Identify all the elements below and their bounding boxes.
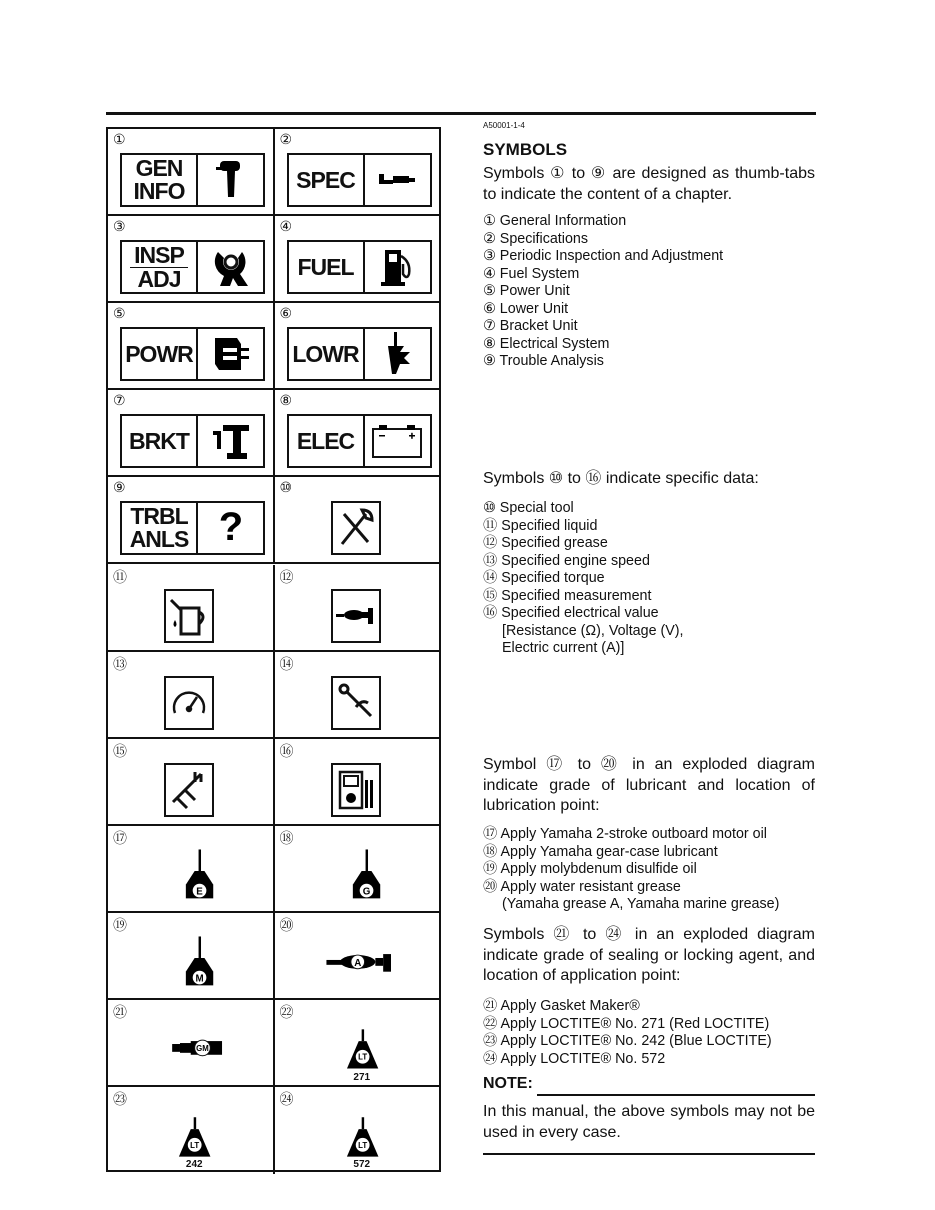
thumb-tab xyxy=(287,153,432,207)
tab-label-line: INFO xyxy=(133,178,185,204)
list-item: ① General Information xyxy=(483,213,627,229)
symbol-cell xyxy=(275,652,440,739)
svg-text:LT: LT xyxy=(357,1140,367,1150)
symbol-number: ⑥ xyxy=(279,305,293,322)
symbol-number: ㉒ xyxy=(279,1004,294,1020)
loctite-number: 242 xyxy=(185,1159,203,1171)
lube-symbol-list xyxy=(483,826,815,914)
symbol-number: ② xyxy=(279,131,293,147)
data-intro-paragraph: Symbols ⑩ to ⑯ indicate specific data: xyxy=(483,470,759,487)
symbol-cell xyxy=(275,129,440,216)
tab-label-line: SPEC xyxy=(296,166,355,193)
list-item: ㉒ Apply LOCTITE® No. 271 (Red LOCTITE) xyxy=(483,1015,770,1032)
svg-text:M: M xyxy=(195,973,204,985)
list-item: ⑮ Specified measurement xyxy=(483,587,652,604)
caliper-icon xyxy=(164,763,214,817)
symbol-number: ⑨ xyxy=(113,479,126,496)
list-item: Electric current (A)] xyxy=(502,640,625,656)
thumb-tab xyxy=(287,327,432,381)
tab-label-line: ADJ xyxy=(137,265,181,292)
chapter-symbol-list xyxy=(483,213,815,371)
oil-can-icon xyxy=(164,589,214,643)
list-item: ⑤ Power Unit xyxy=(483,283,570,299)
tab-label xyxy=(122,242,198,292)
note-label: NOTE: xyxy=(483,1075,533,1092)
tab-label-line: GEN xyxy=(135,155,183,181)
fuel-pump-icon xyxy=(365,242,430,292)
thumb-tab xyxy=(287,240,432,294)
symbol-cell xyxy=(275,216,440,303)
symbol-cell xyxy=(108,652,275,739)
tab-label-line: POWR xyxy=(125,340,193,367)
symbol-cell xyxy=(108,390,275,477)
symbol-number: ③ xyxy=(113,218,126,235)
list-item: ㉓ Apply LOCTITE® No. 242 (Blue LOCTITE) xyxy=(483,1033,772,1049)
symbol-cell xyxy=(275,826,440,913)
data-symbol-list xyxy=(483,500,815,658)
svg-text:LT: LT xyxy=(357,1052,367,1062)
symbol-cell xyxy=(275,739,440,826)
symbol-cell xyxy=(108,826,275,913)
list-item: ⑥ Lower Unit xyxy=(483,300,569,317)
svg-text:GM: GM xyxy=(196,1043,209,1053)
thumb-tab xyxy=(120,414,265,468)
svg-text:?: ? xyxy=(218,506,243,550)
thumb-tab xyxy=(120,240,265,294)
symbol-number: ⑱ xyxy=(279,829,294,846)
symbol-number: ⑯ xyxy=(279,742,294,759)
multimeter-icon xyxy=(331,763,381,817)
symbol-number: ⑲ xyxy=(113,916,127,933)
tab-label xyxy=(122,329,198,379)
list-item: ⑫ Specified grease xyxy=(483,535,608,551)
list-item: ⑭ Specified torque xyxy=(483,570,605,586)
symbol-cell xyxy=(275,1087,440,1174)
symbol-number: ⑦ xyxy=(113,392,126,409)
symbol-cell xyxy=(108,129,275,216)
list-item: ④ Fuel System xyxy=(483,265,580,282)
symbol-cell xyxy=(108,1087,275,1174)
symbol-cell xyxy=(108,216,275,303)
symbol-cell xyxy=(275,477,440,564)
symbol-cell xyxy=(108,565,275,652)
list-item: ⑰ Apply Yamaha 2-stroke outboard motor oil xyxy=(483,826,767,842)
thumb-tab xyxy=(120,327,265,381)
tab-label-line: ELEC xyxy=(296,427,355,454)
special-tool-icon xyxy=(331,501,381,555)
symbol-cell xyxy=(108,303,275,390)
tab-label xyxy=(289,242,365,292)
symbol-number: ㉑ xyxy=(113,1004,127,1020)
symbol-cell xyxy=(275,1000,440,1087)
symbol-cell xyxy=(275,303,440,390)
symbol-number: ⑬ xyxy=(113,655,127,672)
symbol-number: ⑧ xyxy=(279,392,293,409)
symbol-cell xyxy=(108,913,275,1000)
symbol-number: ⑩ xyxy=(279,479,293,496)
list-item: ⑯ Specified electrical value xyxy=(483,605,659,621)
list-item: ㉑ Apply Gasket Maker® xyxy=(483,998,640,1014)
lower-unit-icon xyxy=(365,329,430,379)
tab-label-line: FUEL xyxy=(297,253,354,280)
symbol-cell xyxy=(108,477,275,564)
svg-text:G: G xyxy=(362,886,370,898)
tab-label-line: LOWR xyxy=(292,340,359,367)
list-item: ⑳ Apply water resistant grease xyxy=(483,878,681,895)
lube-intro-paragraph: Symbol ⑰ to ⑳ in an exploded diagram indicate grade of lubricant and location of lubrication point: xyxy=(483,756,815,814)
symbol-cell xyxy=(275,390,440,477)
thumb-tab xyxy=(120,501,265,555)
tachometer-icon xyxy=(164,676,214,730)
symbol-number: ⑪ xyxy=(113,568,127,585)
tab-label xyxy=(289,416,365,466)
footer-rule xyxy=(483,1153,815,1155)
wrench-nut-icon xyxy=(198,242,263,292)
seal-symbol-list xyxy=(483,998,815,1068)
thumb-tab xyxy=(287,414,432,468)
tab-label-line: ANLS xyxy=(129,526,189,553)
symbol-grid xyxy=(106,127,441,1172)
micrometer-icon xyxy=(365,155,430,205)
loctite-number: 271 xyxy=(353,1072,371,1083)
tab-label xyxy=(122,503,198,553)
grease-gun-icon xyxy=(331,589,381,643)
svg-text:E: E xyxy=(196,886,203,898)
symbol-number: ⑤ xyxy=(113,305,126,322)
symbol-cell xyxy=(275,913,440,1000)
symbol-number: ㉓ xyxy=(113,1091,127,1108)
symbol-number: ⑳ xyxy=(279,916,294,933)
list-item: (Yamaha grease A, Yamaha marine grease) xyxy=(502,896,780,912)
seal-intro-paragraph: Symbols ㉑ to ㉔ in an exploded diagram indicate grade of sealing or locking agent, and location of application point: xyxy=(483,926,815,984)
question-mark-icon xyxy=(198,503,263,553)
symbol-number: ㉔ xyxy=(279,1091,294,1108)
list-item: ② Specifications xyxy=(483,230,588,247)
list-item: ⑪ Specified liquid xyxy=(483,517,598,534)
symbol-number: ⑮ xyxy=(113,742,127,759)
header-rule xyxy=(106,112,816,115)
svg-text:LT: LT xyxy=(190,1140,200,1150)
list-item: ⑨ Trouble Analysis xyxy=(483,353,604,369)
list-item: ⑲ Apply molybdenum disulfide oil xyxy=(483,861,697,877)
loctite-number: 572 xyxy=(353,1159,371,1171)
tab-label xyxy=(122,416,198,466)
intro-paragraph: Symbols ① to ⑨ are designed as thumb-tabs to indicate the content of a chapter. xyxy=(483,165,815,203)
outboard-motor-icon xyxy=(198,155,263,205)
list-item: ⑬ Specified engine speed xyxy=(483,552,650,569)
symbol-number: ⑰ xyxy=(113,829,127,846)
tab-label-line: BRKT xyxy=(129,427,189,454)
battery-icon xyxy=(365,416,430,466)
symbol-number: ⑫ xyxy=(279,568,294,585)
list-item: ⑩ Special tool xyxy=(483,500,574,516)
symbol-cell xyxy=(108,739,275,826)
torque-wrench-icon xyxy=(331,676,381,730)
tab-label xyxy=(289,155,365,205)
tab-label xyxy=(289,329,365,379)
section-title: SYMBOLS xyxy=(483,140,568,159)
list-item: ㉔ Apply LOCTITE® No. 572 xyxy=(483,1050,666,1067)
symbol-number: ① xyxy=(113,131,126,147)
list-item: ⑦ Bracket Unit xyxy=(483,318,578,334)
bracket-icon xyxy=(198,416,263,466)
list-item: ⑧ Electrical System xyxy=(483,335,610,352)
engine-icon xyxy=(198,329,263,379)
thumb-tab xyxy=(120,153,265,207)
tab-label-line: TRBL xyxy=(130,503,188,530)
list-item: ③ Periodic Inspection and Adjustment xyxy=(483,248,724,264)
symbol-cell xyxy=(108,1000,275,1087)
document-code: A50001-1-4 xyxy=(483,121,525,130)
list-item: [Resistance (Ω), Voltage (V), xyxy=(502,622,684,639)
list-item: ⑱ Apply Yamaha gear-case lubricant xyxy=(483,843,718,860)
note-rule xyxy=(537,1094,815,1096)
tab-label-line: INSP xyxy=(130,244,188,268)
symbol-number: ⑭ xyxy=(279,655,294,672)
symbol-number: ④ xyxy=(279,218,293,235)
tab-label xyxy=(122,155,198,205)
symbol-cell xyxy=(275,565,440,652)
svg-text:A: A xyxy=(353,957,361,969)
note-text: In this manual, the above symbols may not be used in every case. xyxy=(483,1103,815,1141)
